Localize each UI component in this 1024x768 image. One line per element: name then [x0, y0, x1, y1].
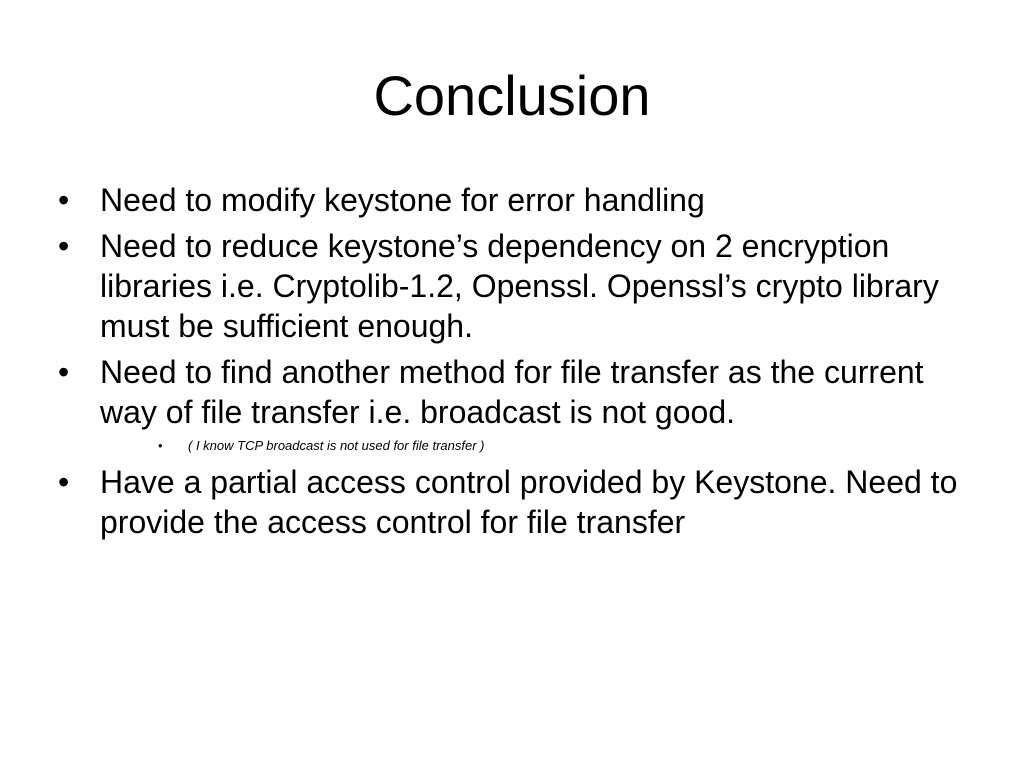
bullet-list [56, 180, 976, 548]
slide-title: Conclusion [373, 64, 651, 127]
bullet-dot-icon: • [58, 182, 70, 218]
bullet-item [56, 352, 976, 432]
sub-bullet-item [56, 438, 976, 454]
bullet-dot-icon: • [58, 228, 70, 264]
bullet-text: Need to modify keystone for error handling [100, 182, 705, 218]
bullet-dot-icon: • [58, 354, 70, 390]
sub-bullet-dot-icon: • [158, 438, 163, 453]
bullet-item [56, 180, 976, 220]
sub-bullet-text: ( I know TCP broadcast is not used for file transfer ) [188, 438, 485, 453]
bullet-item [56, 462, 976, 542]
bullet-text: Need to reduce keystone’s dependency on 2 encryption libraries i.e. Cryptolib-1.2, Openssl. Openssl’s crypto library must be sufficient enough. [100, 228, 939, 344]
bullet-dot-icon: • [58, 464, 70, 500]
bullet-text: Have a partial access control provided by Keystone. Need to provide the access control for file transfer [100, 464, 958, 540]
bullet-item [56, 226, 976, 346]
bullet-text: Need to find another method for file transfer as the current way of file transfer i.e. broadcast is not good. [100, 354, 924, 430]
